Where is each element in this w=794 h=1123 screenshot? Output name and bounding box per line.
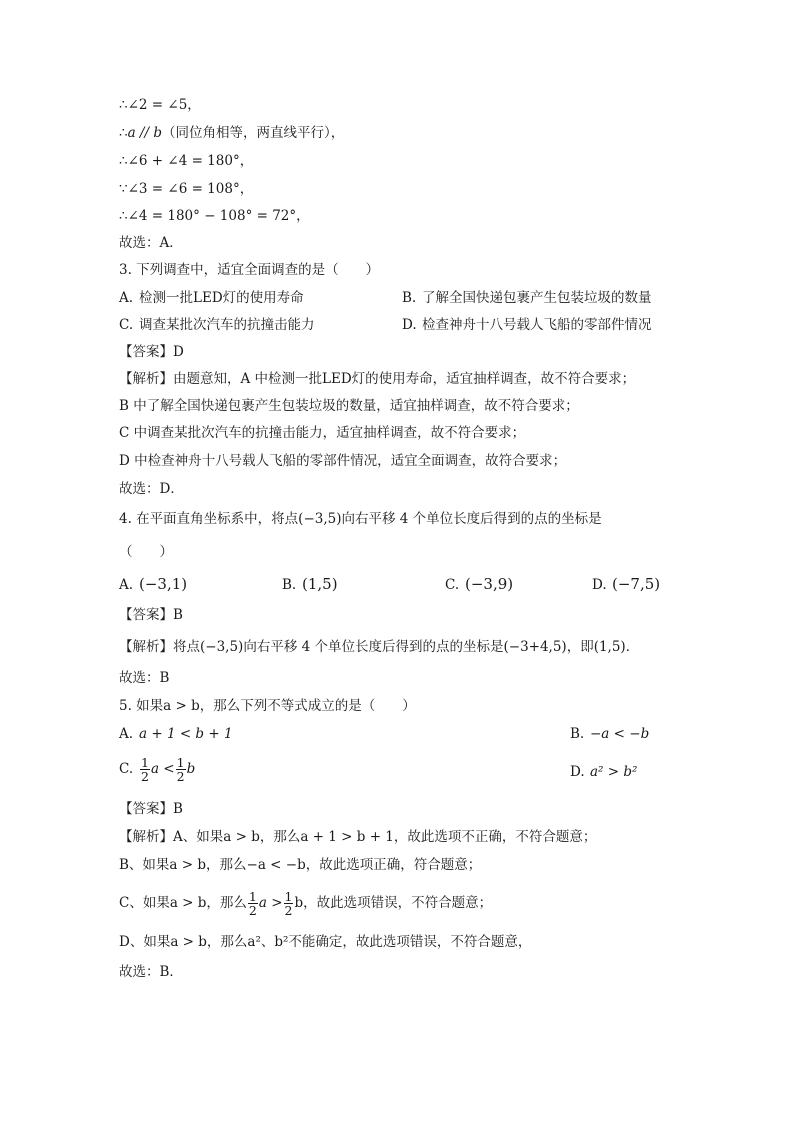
question-3-option-a	[119, 288, 304, 308]
fraction-numerator: 1	[248, 889, 257, 904]
question-5-option-d	[570, 762, 637, 782]
parallel-reason: （同位角相等，两直线平行），	[161, 125, 345, 141]
option-label: C.	[119, 317, 134, 333]
solution-choice: 故选：A．	[119, 235, 183, 251]
question-5-stem: 5. 如果a > b，那么下列不等式成立的是（ ）	[119, 698, 416, 714]
parallel-expression: a // b	[127, 125, 162, 141]
question-4-option-b	[282, 574, 338, 595]
option-label: A.	[119, 577, 134, 593]
option-text-end: b	[186, 761, 196, 777]
question-3-option-c	[119, 315, 315, 335]
option-text: 检测一批LED灯的使用寿命	[139, 290, 304, 306]
question-5-explanation-b: B、如果a > b，那么−a < −b，故此选项正确，符合题意；	[119, 857, 482, 873]
fraction-one-half	[248, 890, 258, 917]
fraction-numerator: 1	[284, 889, 293, 904]
option-text: a² > b²	[590, 764, 638, 780]
question-5-option-b	[570, 724, 649, 744]
solution-line-3: ∴∠6 + ∠4 = 180°，	[119, 153, 254, 169]
therefore-symbol: ∴	[119, 125, 128, 141]
option-label: B.	[282, 577, 297, 593]
question-4-option-a	[119, 574, 187, 595]
option-text: a + 1 < b + 1	[139, 726, 233, 742]
question-5-option-a	[119, 724, 233, 744]
explanation-text-middle: a >	[258, 895, 283, 911]
option-label: B.	[402, 290, 417, 306]
fraction-one-half	[284, 890, 294, 917]
fraction-denominator: 2	[141, 769, 149, 784]
explanation-text-end: b，故此选项错误，不符合题意；	[294, 895, 493, 911]
fraction-numerator: 1	[176, 755, 185, 770]
option-label: B.	[570, 726, 585, 742]
fraction-denominator: 2	[248, 903, 257, 918]
question-4-option-d	[592, 574, 660, 595]
question-5-answer: 【答案】B	[119, 801, 183, 817]
option-text: (−3,1)	[139, 575, 188, 593]
question-3-stem: 3. 下列调查中，适宜全面调查的是（ ）	[119, 262, 380, 278]
question-3-option-b	[402, 288, 652, 308]
question-5-option-c	[119, 756, 195, 783]
question-4-stem: 4. 在平面直角坐标系中，将点(−3,5)向右平移 4 个单位长度后得到的点的坐标是	[119, 511, 602, 527]
option-label: A.	[119, 726, 134, 742]
option-label: A.	[119, 290, 134, 306]
question-4-explanation-1: 【解析】将点(−3,5)向右平移 4 个单位长度后得到的点的坐标是(−3+4,5)，即(1,5)．	[119, 639, 640, 655]
fraction-denominator: 2	[284, 903, 293, 918]
solution-line-2	[119, 123, 344, 143]
option-text: 检查神舟十八号载人飞船的零部件情况	[422, 317, 652, 333]
question-3-choice: 故选：D．	[119, 481, 184, 497]
option-label: D.	[592, 577, 607, 593]
fraction-one-half	[176, 756, 186, 783]
option-text: 了解全国快递包裹产生包装垃圾的数量	[422, 290, 652, 306]
question-3-explanation-1: 【解析】由题意知，A 中检测一批LED灯的使用寿命，适宜抽样调查，故不符合要求；	[119, 371, 636, 387]
question-4-choice: 故选：B	[119, 670, 170, 686]
option-text: (1,5)	[302, 575, 338, 593]
option-text: (−7,5)	[612, 575, 661, 593]
option-text: −a < −b	[590, 726, 650, 742]
option-label: C.	[445, 577, 460, 593]
explanation-text: C、如果a > b，那么	[119, 895, 247, 911]
question-5-choice: 故选：B．	[119, 964, 183, 980]
option-text-middle: a <	[150, 761, 175, 777]
solution-line-1: ∴∠2 = ∠5，	[119, 97, 201, 113]
question-3-explanation-4: D 中检查神舟十八号载人飞船的零部件情况，适宜全面调查，故符合要求；	[119, 453, 567, 469]
option-text: (−3,9)	[465, 575, 514, 593]
option-label: C.	[119, 761, 134, 777]
question-5-explanation-a: 【解析】A、如果a > b，那么a + 1 > b + 1，故此选项不正确，不符合题意；	[119, 829, 597, 845]
question-4-stem-bracket: （ ）	[119, 544, 173, 560]
solution-line-4: ∵∠3 = ∠6 = 108°，	[119, 181, 254, 197]
fraction-denominator: 2	[176, 769, 185, 784]
option-label: D.	[570, 764, 585, 780]
question-5-explanation-c	[119, 890, 492, 917]
question-3-answer: 【答案】D	[119, 344, 184, 360]
question-3-explanation-2: B 中了解全国快递包裹产生包装垃圾的数量，适宜抽样调查，故不符合要求；	[119, 398, 579, 414]
question-5-explanation-d: D、如果a > b，那么a²、b²不能确定，故此选项错误，不符合题意，	[119, 934, 532, 950]
option-text: 调查某批次汽车的抗撞击能力	[139, 317, 315, 333]
option-label: D.	[402, 317, 417, 333]
fraction-numerator: 1	[141, 755, 149, 770]
question-3-explanation-3: C 中调查某批次汽车的抗撞击能力，适宜抽样调查，故不符合要求；	[119, 425, 526, 441]
question-3-option-d	[402, 315, 652, 335]
question-4-option-c	[445, 574, 513, 595]
fraction-one-half	[140, 756, 150, 783]
question-4-answer: 【答案】B	[119, 607, 183, 623]
solution-line-5: ∴∠4 = 180° − 108° = 72°，	[119, 208, 310, 224]
